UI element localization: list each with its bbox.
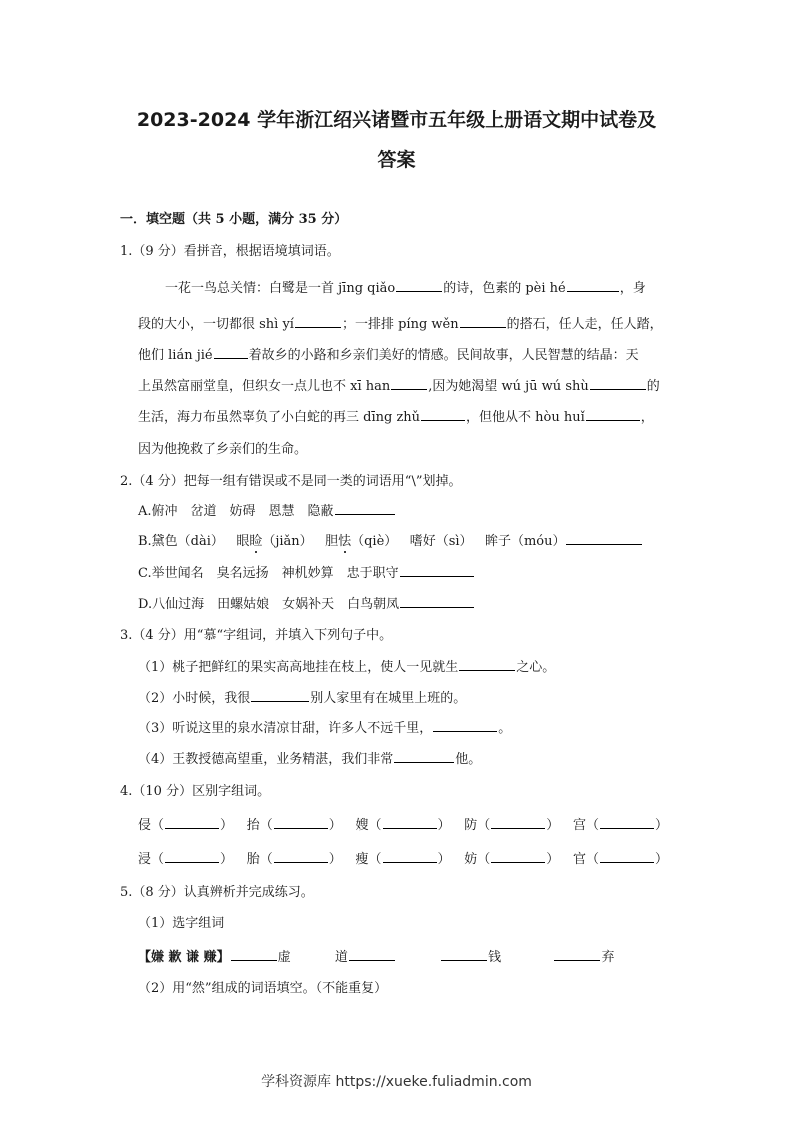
- blank[interactable]: [600, 849, 654, 863]
- text: 别人家里有在城里上班的。: [310, 691, 467, 706]
- q5-sub-2: （2）用“然”组成的词语填空。（不能重复）: [138, 981, 388, 996]
- blank[interactable]: [165, 849, 219, 863]
- document-title: [100, 100, 693, 180]
- footer-watermark: 学科资源库 https://xueke.fuliadmin.com: [261, 1074, 532, 1090]
- q2-option-a: [138, 500, 396, 519]
- char-cell: 防（ ）: [464, 814, 559, 833]
- blank[interactable]: [383, 815, 437, 829]
- text: （1）桃子把鲜红的果实高高地挂在枝上，使人一见就生: [138, 660, 459, 675]
- char-cell: 浸（ ）: [138, 848, 233, 867]
- text: ,因为她渴望 wú jū wú shù: [428, 379, 589, 394]
- text: 他们 lián jié: [138, 348, 213, 363]
- q2-option-c: [138, 562, 475, 581]
- q4-row-2: [138, 848, 668, 867]
- blank[interactable]: [586, 407, 640, 421]
- text: 道: [334, 950, 348, 965]
- q2-option-d: [138, 593, 475, 612]
- text: 钱: [488, 950, 502, 965]
- char-cell: 瘦（ ）: [355, 848, 450, 867]
- blank[interactable]: [251, 688, 309, 702]
- blank[interactable]: [600, 815, 654, 829]
- text: （jiǎn）: [262, 534, 313, 549]
- char-cell: 抬（ ）: [247, 814, 342, 833]
- q1-line-1: [165, 277, 674, 296]
- q4-row-1: [138, 814, 668, 833]
- text: 他。: [455, 752, 482, 767]
- q1-line-2: [138, 313, 663, 332]
- blank[interactable]: [554, 947, 600, 961]
- blank[interactable]: [491, 815, 545, 829]
- char-cell: 宫（ ）: [573, 814, 668, 833]
- q2-option-b: [138, 530, 643, 549]
- q5-word-choices: [138, 946, 614, 965]
- emphasis-char: 怯: [338, 534, 352, 549]
- char-cell: 嫂（ ）: [355, 814, 450, 833]
- text: A.俯冲 岔道 妨碍 恩慧 隐蔽: [138, 504, 334, 519]
- text: 眸子（móu）: [484, 534, 566, 549]
- text: ；一排排 píng wěn: [341, 317, 459, 332]
- blank[interactable]: [335, 501, 395, 515]
- blank[interactable]: [231, 947, 277, 961]
- blank[interactable]: [566, 531, 642, 545]
- q3-sentence-3: [138, 717, 511, 736]
- text: 段的大小，一切都很 shì yí: [138, 317, 294, 332]
- blank[interactable]: [295, 314, 341, 328]
- blank[interactable]: [274, 849, 328, 863]
- section-heading: 一．填空题（共 5 小题，满分 35 分）: [120, 212, 348, 227]
- q1-line-3: [138, 344, 639, 363]
- blank[interactable]: [383, 849, 437, 863]
- text: （2）小时候，我很: [138, 691, 251, 706]
- q1-line-4: [138, 375, 660, 394]
- q1-line-6: 因为他挽救了乡亲们的生命。: [138, 442, 308, 457]
- blank[interactable]: [349, 947, 395, 961]
- char-cell: 侵（ ）: [138, 814, 233, 833]
- choice-bracket: 【嫌 歉 谦 赚】: [138, 950, 230, 965]
- text: 上虽然富丽堂皇，但织女一点儿也不 xī han: [138, 379, 391, 394]
- blank[interactable]: [491, 849, 545, 863]
- blank[interactable]: [394, 749, 454, 763]
- blank[interactable]: [567, 278, 619, 292]
- blank[interactable]: [391, 376, 427, 390]
- text: C.举世闻名 臭名远扬 神机妙算 忠于职守: [138, 566, 399, 581]
- blank[interactable]: [459, 657, 515, 671]
- q2-heading: 2.（4 分）把每一组有错误或不是同一类的词语用“\”划掉。: [120, 474, 462, 489]
- blank[interactable]: [274, 815, 328, 829]
- blank[interactable]: [400, 563, 474, 577]
- text: 生活，海力布虽然辜负了小白蛇的再三 dīng zhǔ: [138, 410, 421, 425]
- blank[interactable]: [400, 594, 474, 608]
- title-line-1: 2023-2024 学年浙江绍兴诸暨市五年级上册语文期中试卷及: [136, 109, 657, 131]
- blank[interactable]: [441, 947, 487, 961]
- emphasis-char: 睑: [249, 534, 263, 549]
- q3-sentence-2: [138, 687, 466, 706]
- text: 一花一鸟总关情：白鹭是一首 jīng qiǎo: [165, 281, 396, 296]
- text: 着故乡的小路和乡亲们美好的情感。民间故事，人民智慧的结晶：天: [248, 348, 639, 363]
- text: B.黛色（dài）: [138, 534, 224, 549]
- q3-sentence-4: [138, 748, 481, 767]
- text: 弃: [601, 950, 615, 965]
- title-line-2: 答案: [377, 149, 416, 171]
- q5-heading: 5.（8 分）认真辨析并完成练习。: [120, 885, 314, 900]
- char-cell: 妨（ ）: [464, 848, 559, 867]
- text: 的: [646, 379, 660, 394]
- text: 之心。: [516, 660, 556, 675]
- text: 的搭石，任人走，任人踏，: [506, 317, 663, 332]
- q4-heading: 4.（10 分）区别字组词。: [120, 784, 271, 799]
- char-cell: 官（ ）: [573, 848, 668, 867]
- text: ，但他从不 hòu huǐ: [466, 410, 585, 425]
- text: 嗜好（sì）: [409, 534, 473, 549]
- text: 胆: [325, 534, 339, 549]
- text: D.八仙过海 田螺姑娘 女娲补天 白鸟朝凤: [138, 597, 400, 612]
- blank[interactable]: [421, 407, 465, 421]
- q1-line-5: [138, 406, 654, 425]
- text: ，身: [619, 281, 646, 296]
- text: （3）听说这里的泉水清凉甘甜，许多人不远千里，: [138, 721, 433, 736]
- text: 眼: [236, 534, 250, 549]
- blank[interactable]: [590, 376, 646, 390]
- text: 。: [498, 721, 512, 736]
- q3-sentence-1: [138, 656, 555, 675]
- char-cell: 胎（ ）: [247, 848, 342, 867]
- blank[interactable]: [433, 718, 497, 732]
- text: 虚: [277, 950, 291, 965]
- q1-heading: 1.（9 分）看拼音，根据语境填词语。: [120, 244, 340, 259]
- blank[interactable]: [214, 345, 248, 359]
- q5-sub-1: （1）选字组词: [138, 916, 225, 931]
- text: ，: [640, 410, 654, 425]
- blank[interactable]: [396, 278, 442, 292]
- q3-heading: 3.（4 分）用“慕“字组词，并填入下列句子中。: [120, 628, 393, 643]
- text: （qiè）: [351, 534, 398, 549]
- blank[interactable]: [165, 815, 219, 829]
- blank[interactable]: [460, 314, 506, 328]
- text: （4）王教授德高望重，业务精湛，我们非常: [138, 752, 394, 767]
- text: 的诗，色素的 pèi hé: [443, 281, 566, 296]
